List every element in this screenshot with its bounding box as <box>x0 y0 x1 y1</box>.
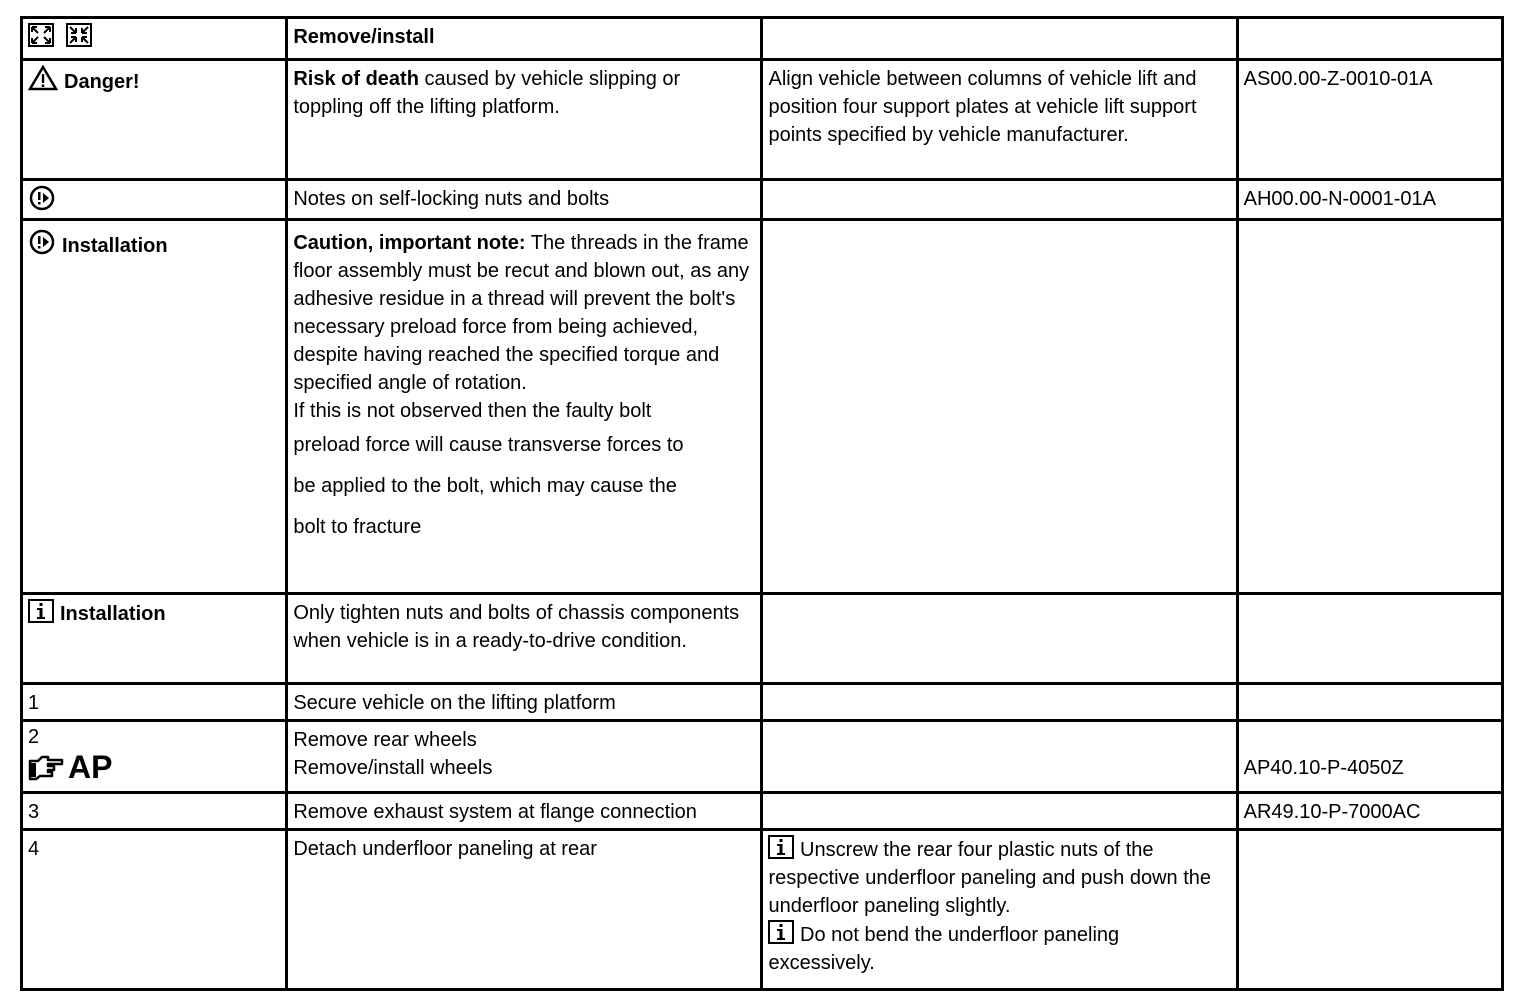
caution-text: The threads in the frame floor assembly must be recut and blown out, as any adhesive residue in a thread will prevent the bolt's necessary preload force from being achieved, despite having reached the specified torque and specified angle of rotation. <box>293 232 750 394</box>
step4-notes-cell <box>762 830 1237 990</box>
selflock-ref[interactable]: AH00.00-N-0001-01A <box>1237 180 1502 220</box>
step-text: Secure vehicle on the lifting platform <box>287 684 762 721</box>
danger-ref[interactable]: AS00.00-Z-0010-01A <box>1237 60 1502 180</box>
step2-text-cell <box>287 721 762 793</box>
selflock-row <box>22 180 1503 220</box>
step4-note-2 <box>768 920 1230 977</box>
selflock-icon-cell <box>22 180 287 220</box>
step-text: Detach underfloor paneling at rear <box>287 830 762 990</box>
info-icon <box>768 835 794 859</box>
info-text: Only tighten nuts and bolts of chassis components when vehicle is in a ready-to-drive condition. <box>287 594 762 684</box>
step3-ref[interactable]: AR49.10-P-7000AC <box>1237 793 1502 830</box>
caution-empty-4 <box>1237 220 1502 594</box>
step-row-2 <box>22 721 1503 793</box>
step2-empty-3 <box>762 721 1237 793</box>
step4-note-2-text: Do not bend the underfloor paneling excessively. <box>768 924 1120 974</box>
step-row-1 <box>22 684 1503 721</box>
caution-text-cell <box>287 220 762 594</box>
step-number: 2 <box>28 726 40 748</box>
step-number: 1 <box>22 684 287 721</box>
step2-subtext: Remove/install wheels <box>293 757 493 779</box>
step-number: 3 <box>22 793 287 830</box>
danger-note: Align vehicle between columns of vehicle lift and position four support plates at vehicle lift support points specified by vehicle manufacturer. <box>762 60 1237 180</box>
caution-text2: If this is not observed then the faulty bolt <box>293 400 652 422</box>
header-title: Remove/install <box>287 18 762 60</box>
pointing-hand-icon <box>28 753 66 781</box>
info-label-cell <box>22 594 287 684</box>
step-text: Remove rear wheels <box>293 729 477 751</box>
info-icon <box>28 599 54 623</box>
danger-row <box>22 60 1503 180</box>
info-label: Installation <box>60 603 166 625</box>
danger-text: caused by vehicle slipping or toppling off the lifting platform. <box>293 68 681 118</box>
collapse-icon[interactable] <box>66 23 92 47</box>
expand-icon[interactable] <box>28 23 54 47</box>
danger-bold: Risk of death <box>293 68 419 90</box>
selflock-text: Notes on self-locking nuts and bolts <box>287 180 762 220</box>
danger-label-cell <box>22 60 287 180</box>
step2-ref[interactable]: AP40.10-P-4050Z <box>1237 721 1502 793</box>
info-empty-3 <box>762 594 1237 684</box>
step4-note-1 <box>768 835 1230 920</box>
danger-text-cell <box>287 60 762 180</box>
caution-text3: preload force will cause transverse forces to <box>293 434 684 456</box>
ap-link[interactable] <box>28 750 280 784</box>
header-icons-cell <box>22 18 287 60</box>
info-empty-4 <box>1237 594 1502 684</box>
caution-row <box>22 220 1503 594</box>
header-row <box>22 18 1503 60</box>
caution-label-cell <box>22 220 287 594</box>
step4-note-1-text: Unscrew the rear four plastic nuts of the respective underfloor paneling and push down the underfloor paneling slightly. <box>768 839 1212 917</box>
step-row-3 <box>22 793 1503 830</box>
step4-empty-4 <box>1237 830 1502 990</box>
header-empty-3 <box>762 18 1237 60</box>
caution-circle-icon <box>28 229 56 255</box>
step3-empty-3 <box>762 793 1237 830</box>
header-empty-4 <box>1237 18 1502 60</box>
selflock-empty <box>762 180 1237 220</box>
caution-bold: Caution, important note: <box>293 232 526 254</box>
info-icon <box>768 920 794 944</box>
step-number: 4 <box>22 830 287 990</box>
step2-number-cell <box>22 721 287 793</box>
caution-text4: be applied to the bolt, which may cause the <box>293 475 677 497</box>
ap-label[interactable]: AP <box>68 749 113 785</box>
caution-text5: bolt to fracture <box>293 516 422 538</box>
step-text: Remove exhaust system at flange connection <box>287 793 762 830</box>
warning-triangle-icon <box>28 65 58 91</box>
info-row <box>22 594 1503 684</box>
danger-label: Danger! <box>64 71 140 93</box>
caution-circle-icon <box>28 185 56 211</box>
step1-empty-4 <box>1237 684 1502 721</box>
caution-empty-3 <box>762 220 1237 594</box>
caution-label: Installation <box>62 235 168 257</box>
step-row-4 <box>22 830 1503 990</box>
step1-empty-3 <box>762 684 1237 721</box>
procedure-table <box>20 16 1504 991</box>
